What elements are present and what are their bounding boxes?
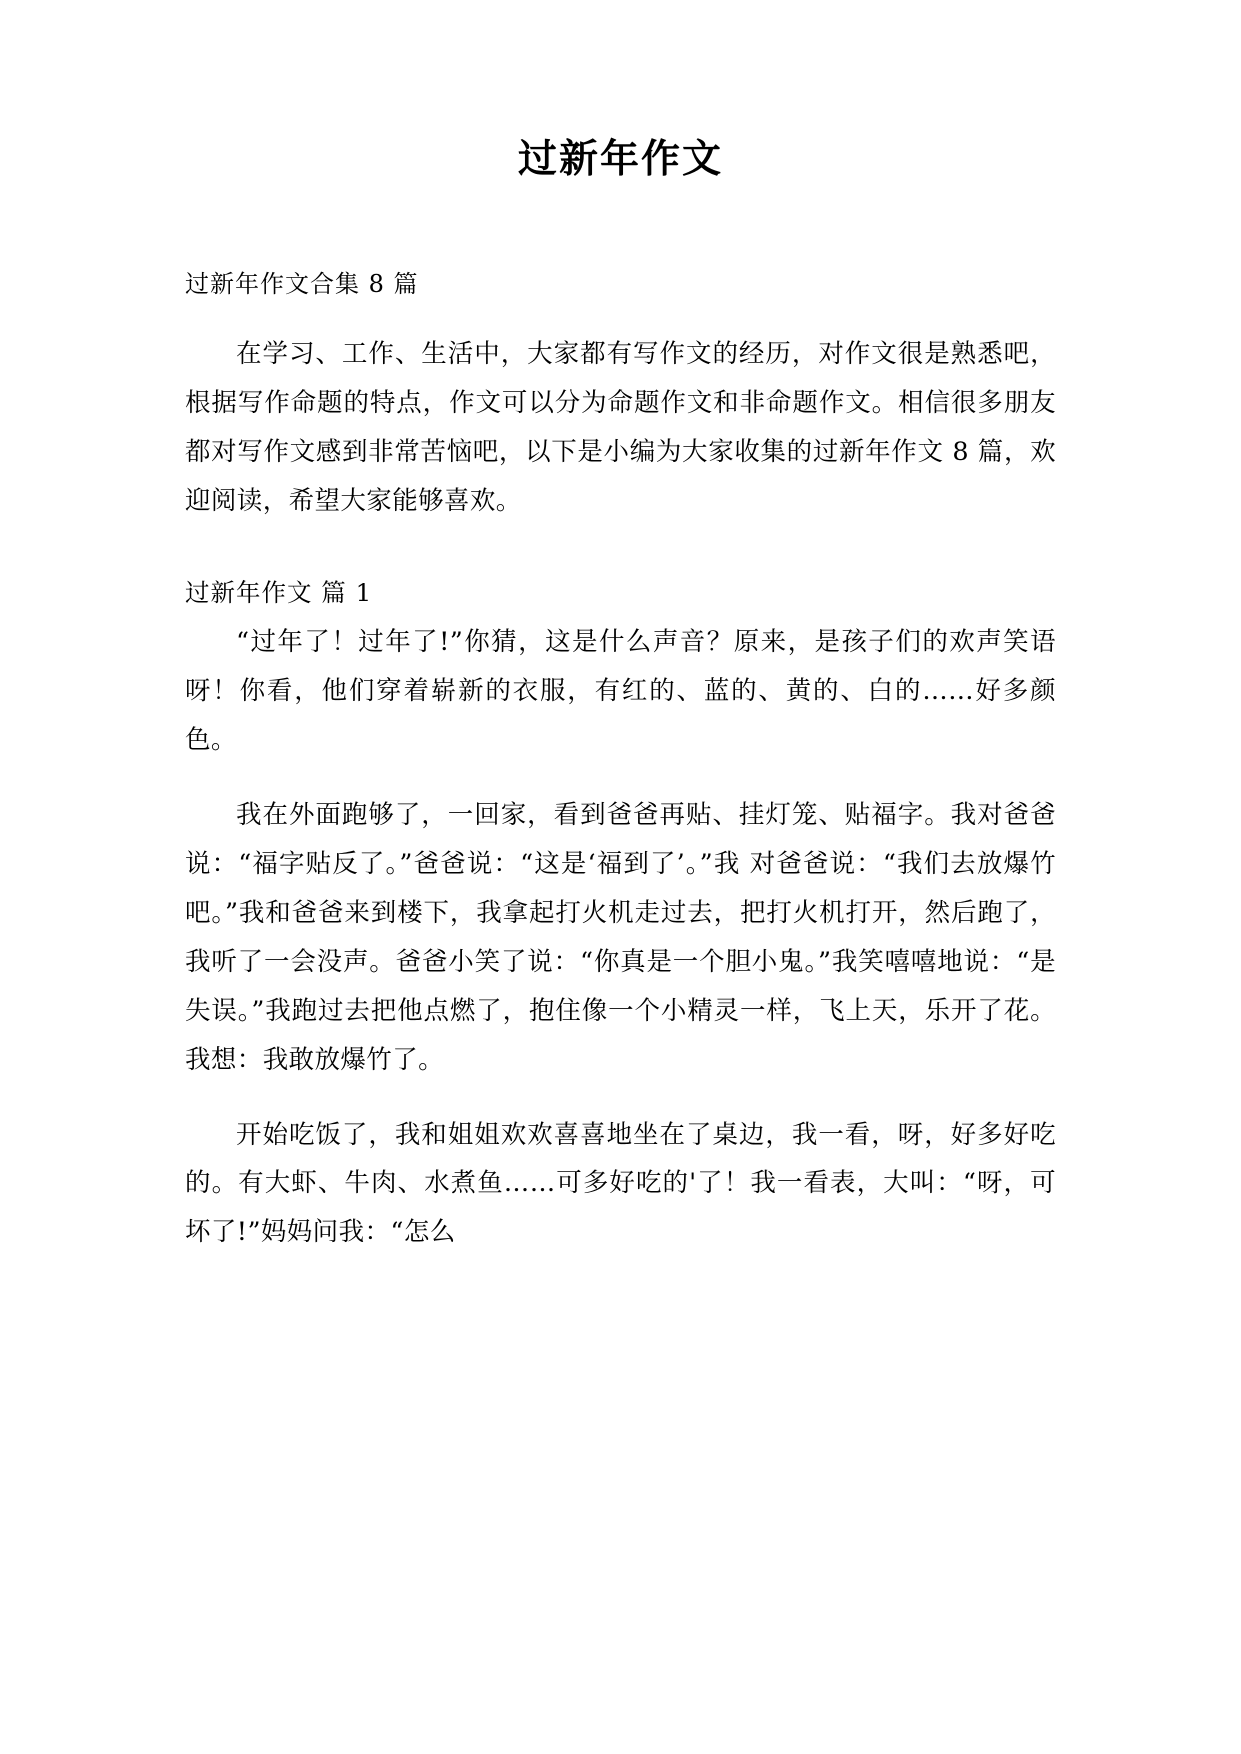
body-paragraph-3: 开始吃饭了，我和姐姐欢欢喜喜地坐在了桌边，我一看，呀，好多好吃的。有大虾、牛肉、水煮鱼……可多好吃的'了！我一看表，大叫：“呀，可坏了!”妈妈问我：“怎么 bbox=[185, 1119, 1056, 1248]
body-paragraph-2: 我在外面跑够了，一回家，看到爸爸再贴、挂灯笼、贴福字。我对爸爸说：“福字贴反了。”爸爸说：“这是‘福到了’。”我 对爸爸说：“我们去放爆竹吧。”我和爸爸来到楼下，我拿起打火机走过去，把打火机打开，然后跑了，我听了一会没声。爸爸小笑了说：“你真是一个胆小鬼。”我笑嘻嘻地说：“是失误。”我跑过去把他点燃了，抱住像一个小精灵一样，飞上天，乐开了花。我想：我敢放爆竹了。 bbox=[185, 799, 1056, 1075]
intro-paragraph: 在学习、工作、生活中，大家都有写作文的经历，对作文很是熟悉吧，根据写作命题的特点，作文可以分为命题作文和非命题作文。相信很多朋友都对写作文感到非常苦恼吧，以下是小编为大家收集的过新年作文 8 篇，欢迎阅读，希望大家能够喜欢。 bbox=[185, 339, 1056, 517]
body-paragraph-1: “过年了！过年了!”你猜，这是什么声音？原来，是孩子们的欢声笑语呀！你看，他们穿着崭新的衣服，有红的、蓝的、黄的、白的……好多颜色。 bbox=[185, 626, 1056, 755]
page-title: 过新年作文 bbox=[517, 137, 723, 182]
document-subtitle: 过新年作文合集 8 篇 bbox=[185, 269, 419, 298]
section-heading: 过新年作文 篇 1 bbox=[185, 578, 373, 608]
